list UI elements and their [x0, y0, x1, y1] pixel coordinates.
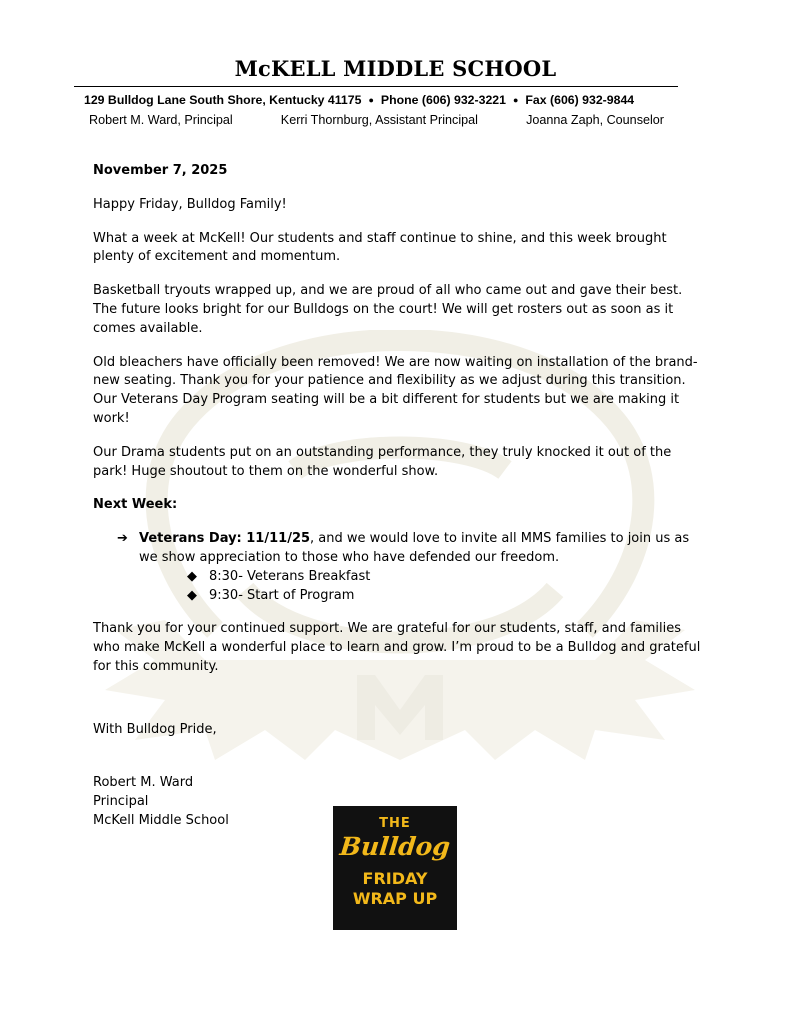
letter-date: November 7, 2025 — [93, 163, 228, 178]
schedule-list — [117, 568, 703, 606]
veterans-day-text: , and we would love to invite all MMS families to join us as we show appreciation to those who have defended our freedom. — [139, 531, 690, 565]
list-item — [187, 587, 703, 606]
paragraph-week-summary: What a week at McKell! Our students and staff continue to shine, and this week brought plenty of excitement and momentum. — [93, 230, 667, 265]
next-week-heading: Next Week: — [93, 497, 178, 513]
school-fax: Fax (606) 932-9844 — [525, 93, 635, 107]
logo-the: THE — [379, 816, 411, 831]
greeting: Happy Friday, Bulldog Family! — [93, 196, 287, 212]
counselor-name: Joanna Zaph, Counselor — [526, 113, 664, 127]
veterans-day-label: Veterans Day: 11/11/25 — [139, 531, 311, 547]
logo-bulldog: Bulldog — [338, 832, 452, 861]
logo-friday: FRIDAY — [362, 869, 428, 888]
header-divider — [74, 86, 678, 87]
contact-line — [84, 93, 684, 107]
list-item — [117, 530, 703, 568]
bullet-icon: ● — [512, 95, 519, 105]
arrow-right-icon: ➔ — [117, 531, 128, 547]
signer-name: Robert M. Ward — [93, 774, 194, 790]
veterans-day-item — [139, 530, 703, 568]
paragraph-closing: Thank you for your continued support. We are grateful for our students, staff, and families who make McKell a wonderful place to learn and grow. I’m proud to be a Bulldog and grateful for this community. — [93, 621, 701, 674]
bullet-icon: ● — [368, 95, 374, 105]
school-address: 129 Bulldog Lane South Shore, Kentucky 41175 — [84, 93, 362, 107]
signoff: With Bulldog Pride, — [93, 721, 217, 737]
logo-wrap-up: WRAP UP — [352, 889, 438, 908]
paragraph-bleachers: Old bleachers have officially been removed! We are now waiting on installation of the brand-new seating. Thank you for your patience and flexibility as we adjust during this transition. Our Veterans Day Program seating will be a bit different for students but we are making it work! — [93, 354, 698, 426]
friday-wrap-up-logo — [333, 806, 457, 930]
diamond-bullet-icon: ◆ — [187, 587, 197, 603]
list-item — [187, 568, 703, 587]
paragraph-basketball: Basketball tryouts wrapped up, and we are proud of all who came out and gave their best. The future looks bright for our Bulldogs on the court! We will get rosters out as soon as it comes available. — [93, 283, 683, 336]
signer-title: Principal — [93, 793, 149, 809]
paragraph-drama: Our Drama students put on an outstanding performance, they truly knocked it out of the park! Huge shoutout to them on the wonderful show. — [93, 444, 672, 479]
staff-line — [89, 113, 664, 127]
letter-body — [93, 162, 703, 830]
schedule-program: 9:30- Start of Program — [209, 587, 355, 603]
next-week-list — [93, 530, 703, 605]
school-name: McKELL MIDDLE SCHOOL — [234, 56, 557, 81]
signer-school: McKell Middle School — [93, 812, 229, 828]
assistant-principal-name: Kerri Thornburg, Assistant Principal — [280, 113, 478, 127]
schedule-breakfast: 8:30- Veterans Breakfast — [209, 568, 371, 584]
diamond-bullet-icon: ◆ — [187, 568, 197, 584]
school-phone: Phone (606) 932-3221 — [380, 93, 506, 107]
principal-name: Robert M. Ward, Principal — [89, 113, 233, 127]
